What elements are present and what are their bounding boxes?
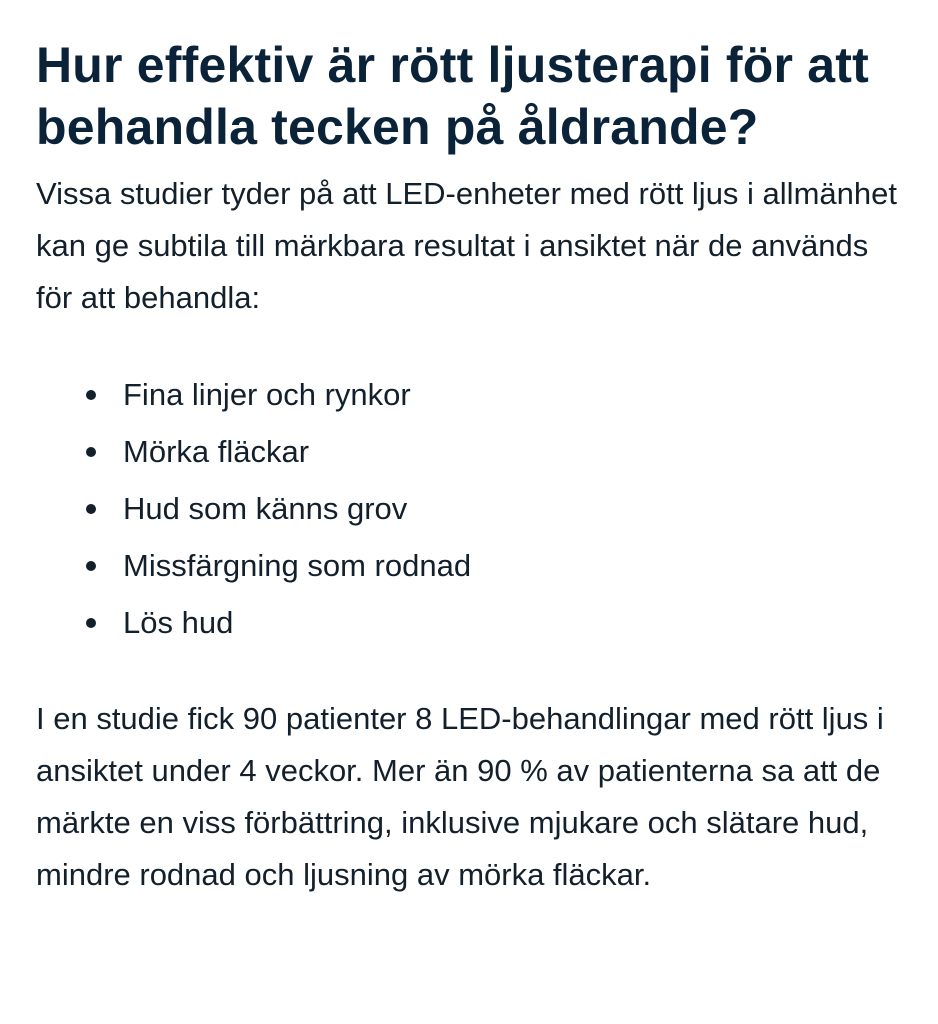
bullet-icon xyxy=(86,447,96,457)
list-item-label: Hud som känns grov xyxy=(123,491,408,526)
list-item-label: Missfärgning som rodnad xyxy=(123,548,472,583)
article xyxy=(36,34,906,901)
list-item xyxy=(36,480,906,537)
bullet-icon xyxy=(86,618,96,628)
list-item xyxy=(36,366,906,423)
bullet-icon xyxy=(86,561,96,571)
intro-paragraph: Vissa studier tyder på att LED-enheter med rött ljus i allmänhet kan ge subtila till märkbara resultat i ansiktet när de används för att behandla: xyxy=(36,176,897,315)
study-paragraph: I en studie fick 90 patienter 8 LED-behandlingar med rött ljus i ansiktet under 4 veckor. Mer än 90 % av patienterna sa att de märkte en viss förbättring, inklusive mjukare och slätare hud, mindre rodnad och ljusning av mörka fläckar. xyxy=(36,701,884,892)
article-heading: Hur effektiv är rött ljusterapi för att behandla tecken på åldrande? xyxy=(36,37,869,155)
list-item xyxy=(36,537,906,594)
list-item-label: Lös hud xyxy=(123,605,234,640)
bullet-icon xyxy=(86,390,96,400)
list-item-label: Fina linjer och rynkor xyxy=(123,377,411,412)
list-item-label: Mörka fläckar xyxy=(123,434,310,469)
list-item xyxy=(36,423,906,480)
bullet-icon xyxy=(86,504,96,514)
treatment-list xyxy=(36,366,906,651)
list-item xyxy=(36,594,906,651)
